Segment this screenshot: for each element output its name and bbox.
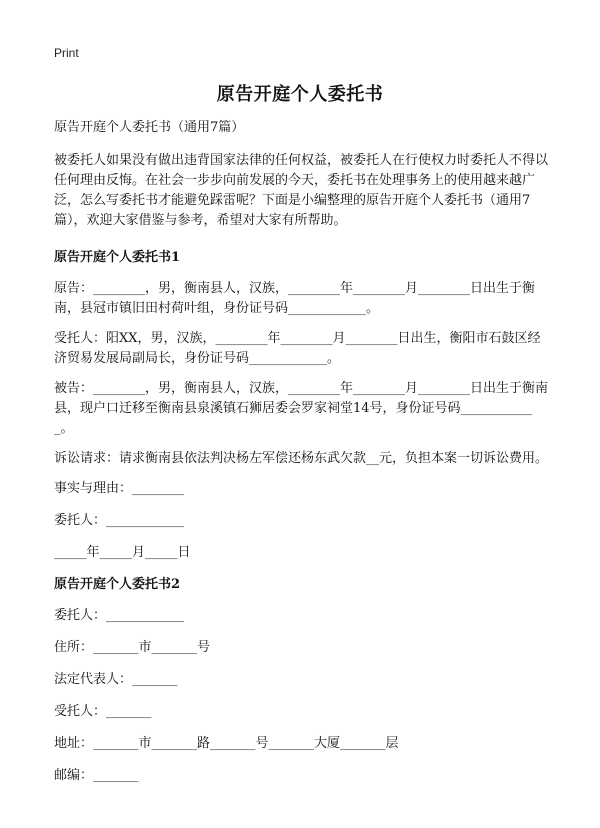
section-heading-2: 原告开庭个人委托书2 — [54, 577, 181, 592]
intro-paragraph: 被委托人如果没有做出违背国家法律的任何权益，被委托人在行使权力时委托人不得以任何理由反悔。在社会一步步向前发展的今天，委托书在处理事务上的使用越来越广泛，怎么写委托书才能避免踩雷呢？下面是小编整理的原告开庭个人委托书（通用7篇），欢迎大家借鉴与参考，希望对大家有所帮助。 — [54, 153, 549, 228]
page-title: 原告开庭个人委托书 — [216, 84, 384, 105]
document-body — [54, 118, 550, 796]
legal-rep-field: 法定代表人：_______ — [54, 672, 178, 687]
defendant-paragraph: 被告：________，男，衡南县人，汉族，________年________月________日出生于衡南县，现户口迁移至衡南县泉溪镇石狮居委会罗家祠堂14号，身份证号码____________。 — [54, 381, 549, 436]
principal-field: 委托人：____________ — [54, 513, 185, 528]
facts-field: 事实与理由：________ — [54, 481, 185, 496]
principal-field-2: 委托人：____________ — [54, 608, 185, 623]
plaintiff-paragraph: 原告：________，男，衡南县人，汉族，________年________月________日出生于衡南，县冠市镇旧田村荷叶组，身份证号码____________。 — [54, 281, 536, 316]
residence-field: 住所：_______市_______号 — [54, 640, 211, 655]
postcode-field: 邮编：_______ — [54, 768, 139, 783]
section-heading-1: 原告开庭个人委托书1 — [54, 250, 181, 265]
claims-paragraph: 诉讼请求：请求衡南县依法判决杨左军偿还杨东武欠款__元，负担本案一切诉讼费用。 — [54, 451, 549, 466]
address-field: 地址：_______市_______路_______号_______大厦_______层 — [54, 736, 399, 751]
agent-paragraph: 受托人：阳XX，男，汉族，________年________月________日出生，衡阳市石鼓区经济贸易发展局副局长，身份证号码____________。 — [54, 331, 541, 366]
date-field: _____年_____月_____日 — [54, 545, 191, 560]
agent-field-2: 受托人：_______ — [54, 704, 152, 719]
print-link[interactable]: Print — [54, 46, 79, 60]
document-subtitle: 原告开庭个人委托书（通用7篇） — [54, 120, 245, 135]
